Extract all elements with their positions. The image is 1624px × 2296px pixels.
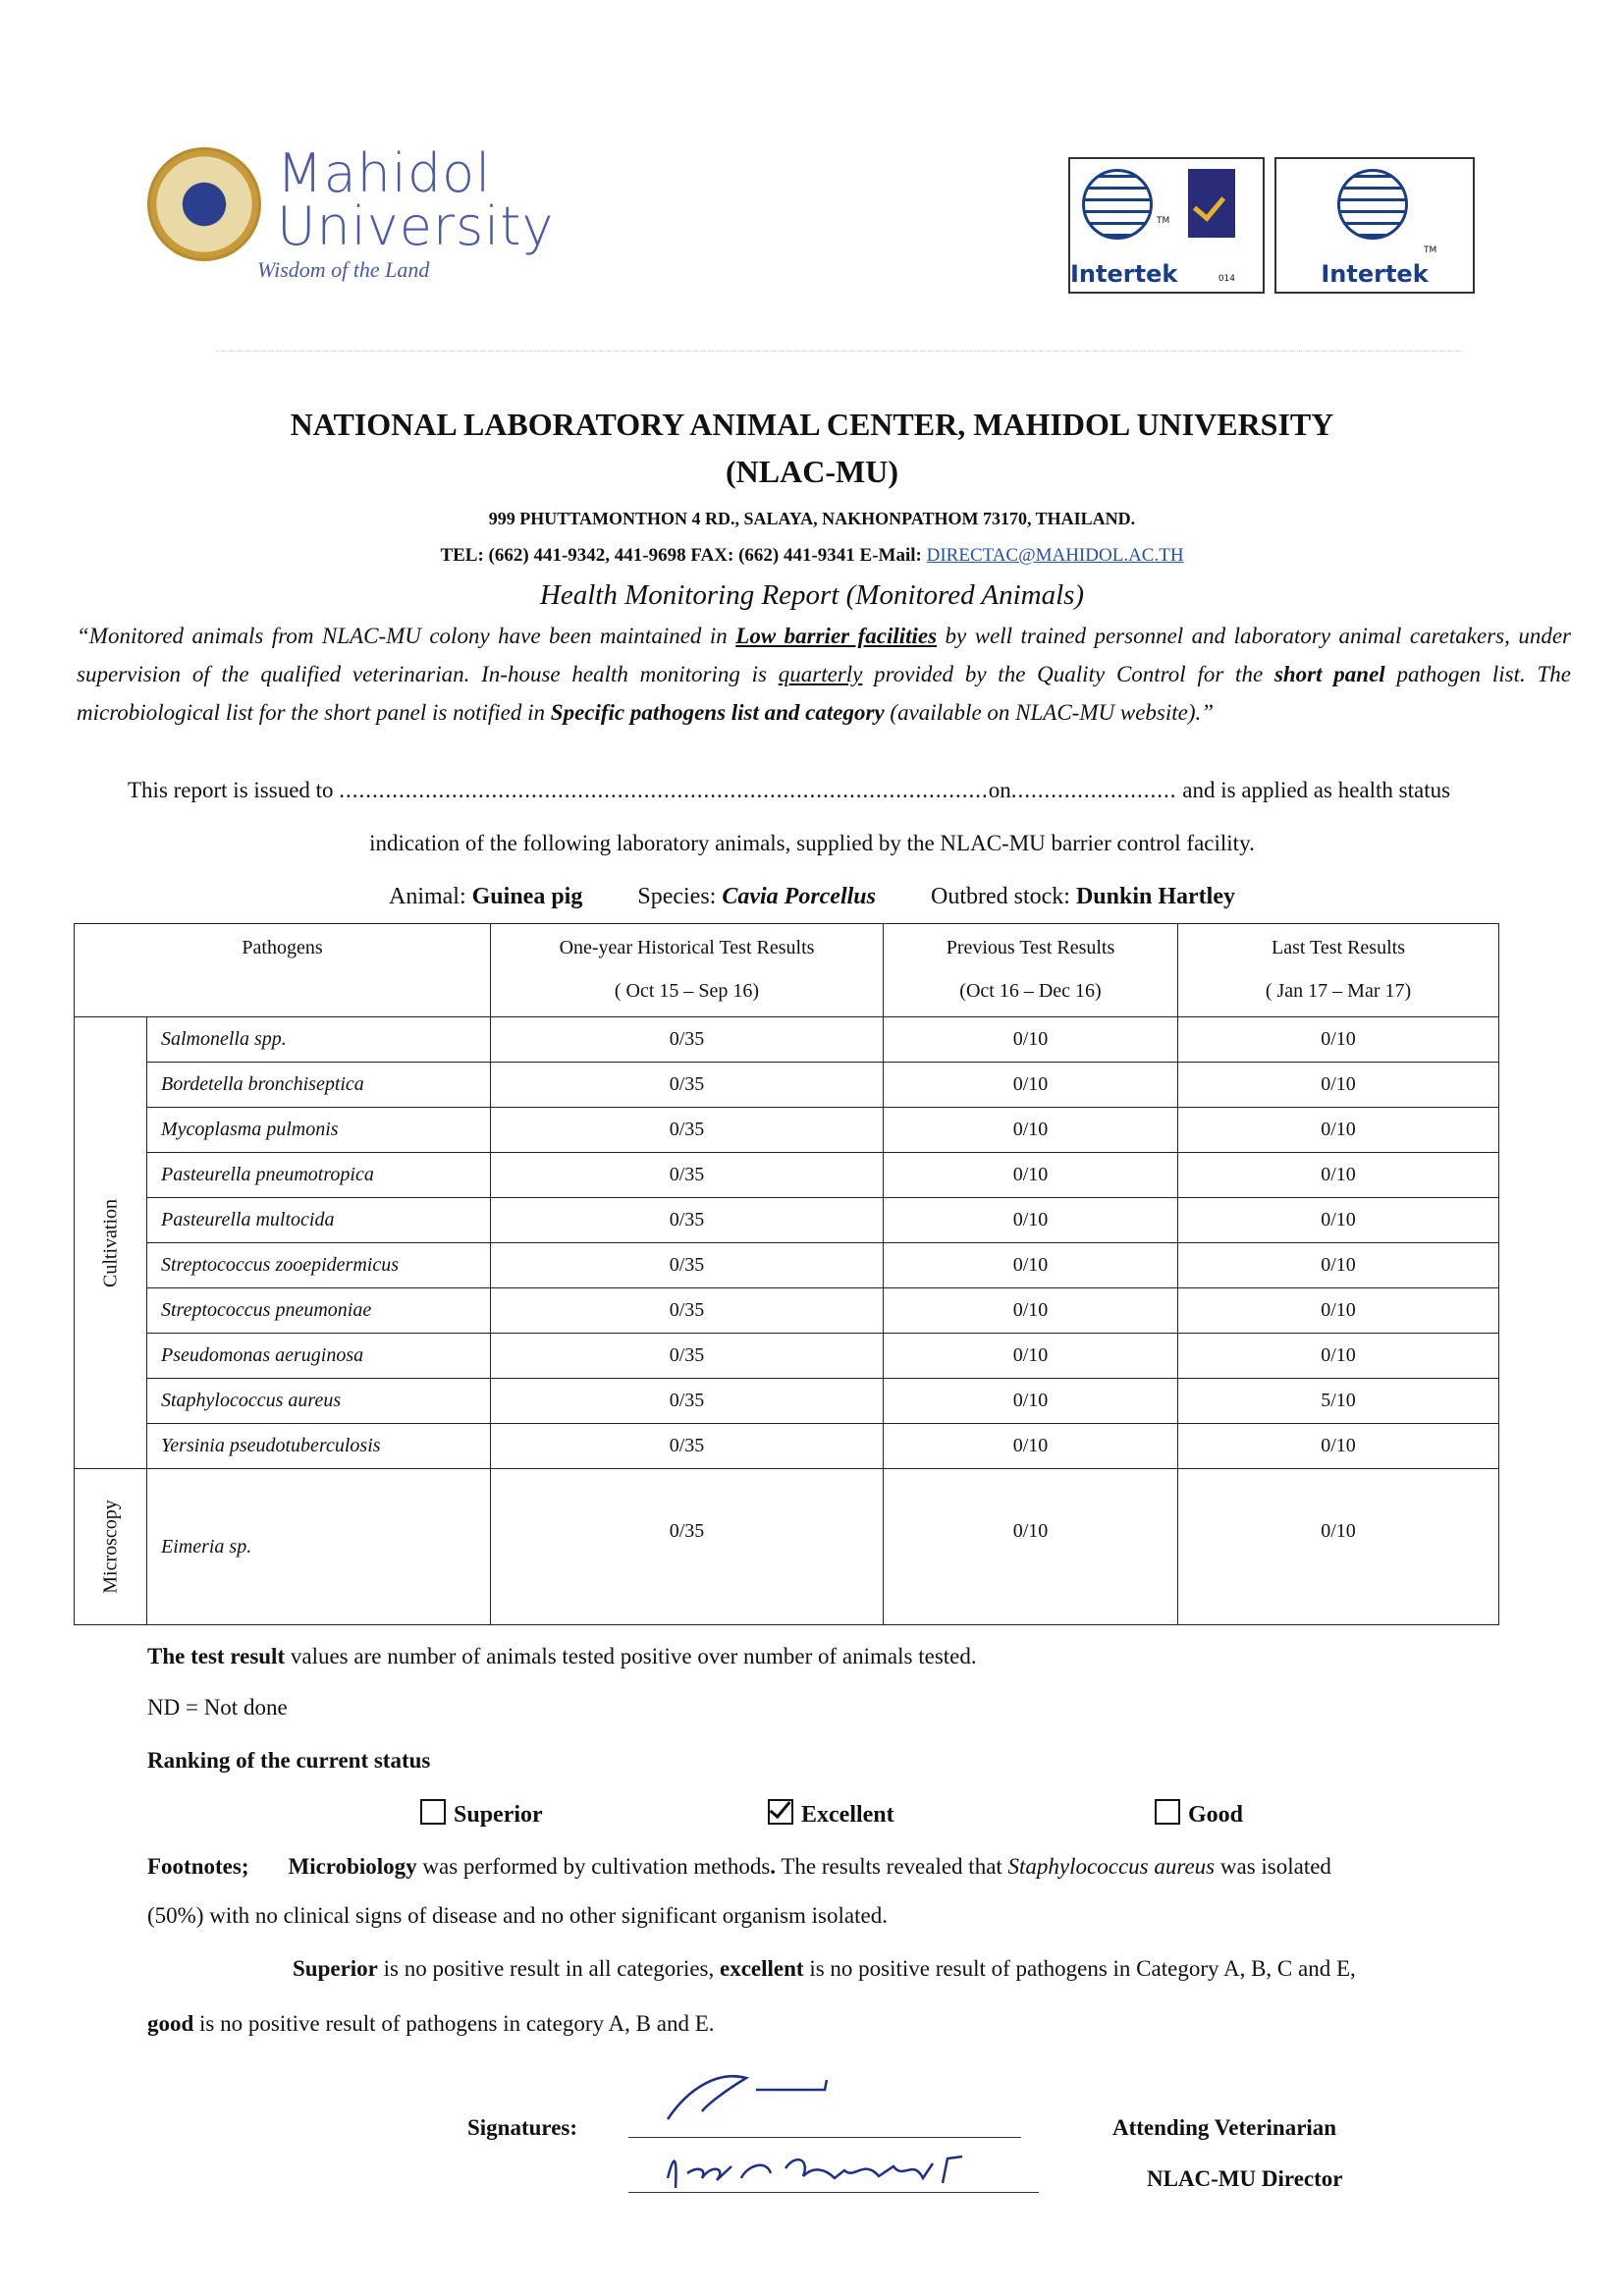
footnote-text: is no positive result of pathogens in category A, B and E. xyxy=(193,2011,715,2036)
hist-result: 0/35 xyxy=(491,1424,884,1469)
footnote-organism: Staphylococcus aureus xyxy=(1007,1854,1216,1879)
prev-result: 0/10 xyxy=(884,1334,1178,1379)
handwritten-signatures xyxy=(648,2050,1060,2208)
issued-line xyxy=(128,778,1571,803)
hist-result: 0/35 xyxy=(491,1469,884,1625)
prev-result: 0/10 xyxy=(884,1243,1178,1288)
university-name-line1: Mahidol xyxy=(277,142,492,204)
checkbox-good[interactable] xyxy=(1155,1799,1180,1825)
last-result: 0/10 xyxy=(1178,1243,1499,1288)
intro-text: pathogen list. The microbiological list for the short panel is notified in xyxy=(77,662,1571,725)
university-name xyxy=(277,142,555,257)
trademark-mark: TM xyxy=(1424,246,1437,255)
pathogen-name: Streptococcus zooepidermicus xyxy=(147,1243,491,1288)
intro-text: provided by the Quality Control for the xyxy=(862,662,1274,686)
header-historical-title: One-year Historical Test Results xyxy=(559,937,815,958)
animal-value: Guinea pig xyxy=(471,884,583,909)
pathogen-name: Pseudomonas aeruginosa xyxy=(147,1334,491,1379)
option-excellent[interactable] xyxy=(768,1799,894,1829)
hist-result: 0/35 xyxy=(491,1063,884,1108)
pathogen-name: Yersinia pseudotuberculosis xyxy=(147,1424,491,1469)
last-result: 0/10 xyxy=(1178,1334,1499,1379)
last-result: 0/10 xyxy=(1178,1153,1499,1198)
table-row xyxy=(75,1198,1499,1243)
issued-date-blank[interactable]: ......................... xyxy=(1010,778,1177,802)
species-label: Species: xyxy=(637,884,723,909)
stock-value: Dunkin Hartley xyxy=(1075,884,1235,909)
pathogen-name: Streptococcus pneumoniae xyxy=(147,1288,491,1334)
footnote-good: good xyxy=(147,2011,194,2036)
checkbox-excellent-checked[interactable] xyxy=(768,1799,793,1825)
header-previous-title: Previous Test Results xyxy=(946,937,1115,958)
table-row xyxy=(75,1288,1499,1334)
university-motto: Wisdom of the Land xyxy=(257,257,430,282)
header-historical-range: ( Oct 15 – Sep 16) xyxy=(614,980,760,1002)
footnote-line4 xyxy=(147,2011,715,2037)
test-result-text: values are number of animals tested positive over number of animals tested. xyxy=(285,1644,977,1668)
prev-result: 0/10 xyxy=(884,1063,1178,1108)
pathogen-name: Mycoplasma pulmonis xyxy=(147,1108,491,1153)
cert1-label: Intertek xyxy=(1070,260,1178,288)
table-row xyxy=(75,1334,1499,1379)
prev-result: 0/10 xyxy=(884,1424,1178,1469)
hist-result: 0/35 xyxy=(491,1198,884,1243)
tel-fax: TEL: (662) 441-9342, 441-9698 FAX: (662) 441-9341 E-Mail: xyxy=(440,545,927,566)
footnote-text: is no positive result in all categories, xyxy=(377,1956,721,1981)
header-last xyxy=(1178,924,1499,1017)
test-result-bold: The test result xyxy=(147,1644,286,1668)
table-row xyxy=(75,1108,1499,1153)
pathogen-name: Eimeria sp. xyxy=(147,1469,491,1625)
test-result-note xyxy=(147,1644,977,1669)
role-director: NLAC-MU Director xyxy=(1147,2166,1343,2191)
option-good[interactable] xyxy=(1155,1799,1243,1829)
results-table xyxy=(74,923,1499,1625)
role-attending-veterinarian: Attending Veterinarian xyxy=(1112,2115,1337,2140)
stock-label: Outbred stock: xyxy=(930,884,1076,909)
table-row xyxy=(75,1379,1499,1424)
group-cultivation xyxy=(75,1017,147,1469)
last-result: 0/10 xyxy=(1178,1288,1499,1334)
checkbox-superior[interactable] xyxy=(420,1799,446,1825)
last-result: 0/10 xyxy=(1178,1198,1499,1243)
prev-result: 0/10 xyxy=(884,1469,1178,1625)
intro-paragraph xyxy=(77,617,1571,732)
intro-underlined: Low barrier facilities xyxy=(735,624,938,648)
table-row xyxy=(75,1017,1499,1063)
prev-result: 0/10 xyxy=(884,1288,1178,1334)
last-result: 0/10 xyxy=(1178,1469,1499,1625)
pathogen-name: Pasteurella pneumotropica xyxy=(147,1153,491,1198)
prev-result: 0/10 xyxy=(884,1153,1178,1198)
ranking-heading: Ranking of the current status xyxy=(147,1748,431,1773)
table-header-row xyxy=(75,924,1499,1017)
footnote-line1: Footnotes; Microbiology was performed by cultivation methods. The results revealed that Staphylococcus aureus was isolated xyxy=(147,1854,1331,1879)
table-row xyxy=(75,1153,1499,1198)
intro-bold: short panel xyxy=(1273,662,1385,686)
last-result: 0/10 xyxy=(1178,1063,1499,1108)
trademark-mark: TM xyxy=(1157,216,1170,226)
contact-line xyxy=(0,545,1624,567)
footnote-line2: (50%) with no clinical signs of disease and no other significant organism isolated. xyxy=(147,1903,888,1928)
nd-note: ND = Not done xyxy=(147,1695,288,1720)
group-microscopy-label: Microscopy xyxy=(99,1500,121,1594)
footnote-microbiology: Microbiology xyxy=(288,1854,417,1879)
hist-result: 0/35 xyxy=(491,1153,884,1198)
intro-bold: Specific pathogens list and category xyxy=(550,700,885,725)
last-result: 0/10 xyxy=(1178,1108,1499,1153)
table-row-microscopy xyxy=(75,1469,1499,1625)
signature-line-director xyxy=(628,2192,1039,2193)
report-title: Health Monitoring Report (Monitored Animals) xyxy=(539,579,1085,611)
iso-9001-certification-badge xyxy=(1068,157,1265,294)
pathogen-name: Staphylococcus aureus xyxy=(147,1379,491,1424)
header-divider xyxy=(216,351,1463,352)
table-row xyxy=(75,1424,1499,1469)
animal-info xyxy=(0,884,1624,910)
table-row xyxy=(75,1243,1499,1288)
pathogen-name: Salmonella spp. xyxy=(147,1017,491,1063)
issued-suffix: and is applied as health status xyxy=(1176,778,1451,802)
footnote-line3 xyxy=(293,1956,1569,1982)
footnotes-label: Footnotes; xyxy=(147,1854,249,1879)
header-previous xyxy=(884,924,1178,1017)
signatures-label: Signatures: xyxy=(467,2115,578,2140)
footnote-superior: Superior xyxy=(293,1956,378,1981)
issued-on: on xyxy=(988,778,1011,802)
prev-result: 0/10 xyxy=(884,1017,1178,1063)
globe-icon xyxy=(1082,169,1153,240)
ohsas-18001-certification-badge xyxy=(1274,157,1475,294)
option-superior[interactable] xyxy=(420,1799,543,1829)
cert2-label: Intertek xyxy=(1321,260,1429,288)
org-address: 999 PHUTTAMONTHON 4 RD., SALAYA, NAKHONPATHOM 73170, THAILAND. xyxy=(488,509,1136,528)
intro-underlined: quarterly xyxy=(778,662,863,686)
prev-result: 0/10 xyxy=(884,1198,1178,1243)
animal-label: Animal: xyxy=(388,884,472,909)
hist-result: 0/35 xyxy=(491,1288,884,1334)
header-last-range: ( Jan 17 – Mar 17) xyxy=(1265,980,1412,1002)
table-row xyxy=(75,1063,1499,1108)
email-link[interactable]: DIRECTAC@MAHIDOL.AC.TH xyxy=(926,545,1184,566)
hist-result: 0/35 xyxy=(491,1243,884,1288)
org-title-line1: NATIONAL LABORATORY ANIMAL CENTER, MAHIDOL UNIVERSITY xyxy=(290,407,1334,442)
group-microscopy xyxy=(75,1469,147,1625)
pathogen-name: Pasteurella multocida xyxy=(147,1198,491,1243)
issued-to-blank[interactable]: .................................................................................................. xyxy=(339,778,989,802)
pathogen-name: Bordetella bronchiseptica xyxy=(147,1063,491,1108)
group-cultivation-label: Cultivation xyxy=(99,1198,121,1287)
mahidol-seal-logo xyxy=(147,147,261,261)
hist-result: 0/35 xyxy=(491,1379,884,1424)
option-superior-label: Superior xyxy=(454,1802,543,1828)
globe-icon xyxy=(1337,169,1408,240)
hist-result: 0/35 xyxy=(491,1334,884,1379)
intro-text: “Monitored animals from NLAC-MU colony have been maintained in xyxy=(77,624,736,648)
intro-text: by well trained personnel and laboratory animal caretakers, under supervision of the qualified veterinarian. In-house health monitoring is xyxy=(77,624,1571,686)
hist-result: 0/35 xyxy=(491,1108,884,1153)
prev-result: 0/10 xyxy=(884,1379,1178,1424)
last-result: 0/10 xyxy=(1178,1424,1499,1469)
header-historical xyxy=(491,924,884,1017)
option-excellent-label: Excellent xyxy=(801,1802,894,1828)
hist-result: 0/35 xyxy=(491,1017,884,1063)
header-previous-range: (Oct 16 – Dec 16) xyxy=(959,980,1102,1002)
footnote-text: is no positive result of pathogens in Category A, B, C and E, xyxy=(803,1956,1356,1981)
footnote-excellent: excellent xyxy=(720,1956,804,1981)
prev-result: 0/10 xyxy=(884,1108,1178,1153)
org-title-line2: (NLAC-MU) xyxy=(726,454,898,489)
last-result: 0/10 xyxy=(1178,1017,1499,1063)
indication-line: indication of the following laboratory animals, supplied by the NLAC-MU barrier control facility. xyxy=(369,831,1255,855)
ukas-check-icon xyxy=(1188,169,1235,238)
header-pathogens: Pathogens xyxy=(75,924,491,1017)
footnote-text: The results revealed that xyxy=(776,1854,1008,1879)
footnote-text: was performed by cultivation methods xyxy=(416,1854,771,1879)
issued-prefix: This report is issued to xyxy=(128,778,340,802)
ukas-number: 014 xyxy=(1218,274,1235,284)
option-good-label: Good xyxy=(1188,1802,1244,1828)
header-last-title: Last Test Results xyxy=(1271,937,1405,958)
signature-line-veterinarian xyxy=(628,2137,1021,2138)
intro-text: (available on NLAC-MU website).” xyxy=(884,700,1215,725)
species-value: Cavia Porcellus xyxy=(722,884,876,909)
university-name-line2: University xyxy=(277,195,555,257)
footnote-text: was isolated xyxy=(1215,1854,1331,1879)
last-result: 5/10 xyxy=(1178,1379,1499,1424)
